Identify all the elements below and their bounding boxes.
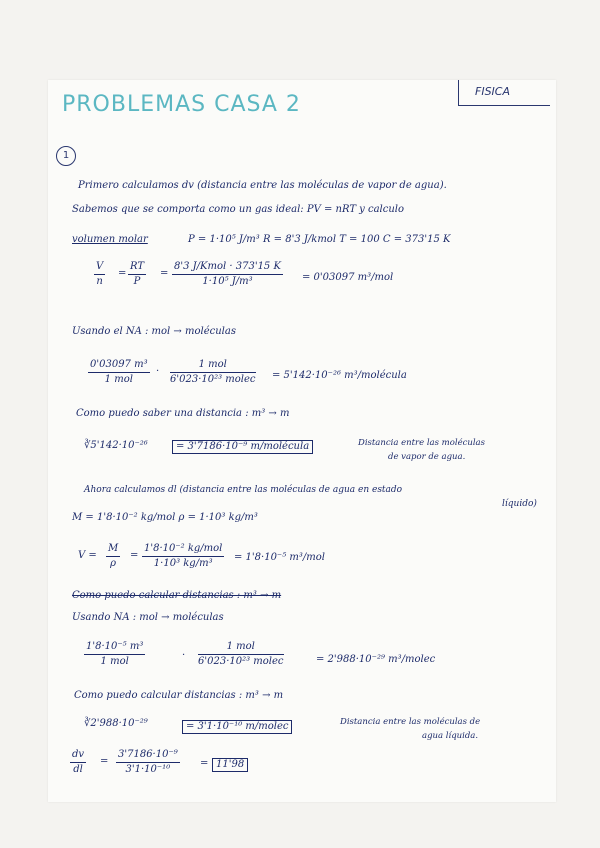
eq3-note-2: de vapor de agua. xyxy=(388,452,466,462)
eq1-lhs-num: V xyxy=(94,260,105,275)
eq7-lhs xyxy=(70,748,86,776)
eq4-lhs: V = xyxy=(78,550,97,561)
eq1-mid xyxy=(128,260,146,288)
struck-line: Como puedo calcular distancias : m³ → m xyxy=(72,590,282,601)
eq1-rhs-den: 1·10⁵ J/m³ xyxy=(202,276,253,287)
eq4-result: = 1'8·10⁻⁵ m³/mol xyxy=(234,552,325,563)
eq6-root: ∛2'988·10⁻²⁹ xyxy=(84,718,148,729)
eq1-rhs-num: 8'3 J/Kmol · 373'15 K xyxy=(172,260,283,275)
molar-volume-label: volumen molar xyxy=(72,234,148,245)
text-line-1: Primero calculamos dv (distancia entre las moléculas de vapor de agua). xyxy=(78,180,447,191)
eq2-a-num: 0'03097 m³ xyxy=(88,358,150,373)
eq1-result: = 0'03097 m³/mol xyxy=(302,272,394,283)
eq5-a xyxy=(84,640,145,668)
eq4-b-num: 1'8·10⁻² kg/mol xyxy=(142,542,224,557)
problem-number: 1 xyxy=(56,146,76,166)
eq1-lhs-den: n xyxy=(96,276,103,287)
final-result: 11'98 xyxy=(212,758,248,772)
text-line-liquid: Ahora calculamos dl (distancia entre las moléculas de agua en estado xyxy=(84,485,403,495)
subject-tag: FISICA xyxy=(458,80,550,106)
text-line-2: Sabemos que se comporta como un gas ideal: PV = nRT y calculo xyxy=(72,204,405,215)
given-liquid-values: M = 1'8·10⁻² kg/mol ρ = 1·10³ kg/m³ xyxy=(72,512,258,523)
eq1-rhs xyxy=(172,260,283,288)
eq4-a-num: M xyxy=(106,542,120,557)
eq5-a-den: 1 mol xyxy=(100,656,129,667)
eq2-b-num: 1 mol xyxy=(170,358,256,373)
given-values: P = 1·10⁵ J/m³ R = 8'3 J/kmol T = 100 C = 373'15 K xyxy=(188,234,451,245)
eq7-num: 3'7186·10⁻⁹ xyxy=(116,748,180,763)
eq5-b-den: 6'023·10²³ molec xyxy=(198,656,284,667)
eq4-a-den: ρ xyxy=(110,558,117,569)
eq5-a-num: 1'8·10⁻⁵ m³ xyxy=(84,640,145,655)
eq5-b xyxy=(198,640,284,668)
eq5-b-num: 1 mol xyxy=(198,640,284,655)
text-line-distance-2: Como puedo calcular distancias : m³ → m xyxy=(74,690,284,701)
eq1-eq-sign-1: = xyxy=(118,268,127,279)
eq7-lhs-num: dv xyxy=(70,748,86,763)
eq2-b xyxy=(170,358,256,386)
eq6-note-1: Distancia entre las moléculas de xyxy=(340,717,481,727)
eq7-ratio xyxy=(116,748,180,776)
eq2-b-den: 6'023·10²³ molec xyxy=(170,374,256,385)
eq1-mid-num: RT xyxy=(128,260,146,275)
text-line-avogadro-2: Usando NA : mol → moléculas xyxy=(72,612,224,623)
eq5-dot: · xyxy=(182,650,186,661)
paper-sheet xyxy=(48,80,556,802)
eq1-mid-den: P xyxy=(133,276,141,287)
eq4-a xyxy=(106,542,120,570)
eq3-result: = 3'7186·10⁻⁹ m/molécula xyxy=(172,440,313,454)
text-line-avogadro-1: Usando el NA : mol → moléculas xyxy=(72,326,236,337)
eq1-eq-sign-2: = xyxy=(160,268,169,279)
eq2-dot: · xyxy=(156,366,160,377)
eq5-result: = 2'988·10⁻²⁹ m³/molec xyxy=(316,654,436,665)
eq4-b-den: 1·10³ kg/m³ xyxy=(153,558,213,569)
eq2-a-den: 1 mol xyxy=(104,374,133,385)
eq7-eq-sign-1: = xyxy=(100,756,109,767)
text-line-liquid-b: líquido) xyxy=(502,499,537,509)
eq3-note-1: Distancia entre las moléculas xyxy=(358,438,485,448)
eq2-a xyxy=(88,358,150,386)
eq6-note-2: agua líquida. xyxy=(422,731,479,741)
eq7-den: 3'1·10⁻¹⁰ xyxy=(125,764,171,775)
eq2-result: = 5'142·10⁻²⁶ m³/molécula xyxy=(272,370,407,381)
page-title: PROBLEMAS CASA 2 xyxy=(62,92,301,117)
eq6-result: = 3'1·10⁻¹⁰ m/molec xyxy=(182,720,292,734)
eq7-eq-sign-2: = xyxy=(200,758,209,769)
eq7-lhs-den: dl xyxy=(73,764,83,775)
eq4-b xyxy=(142,542,224,570)
eq3-root: ∛5'142·10⁻²⁶ xyxy=(84,440,148,451)
eq1-lhs xyxy=(94,260,105,288)
text-line-distance-1: Como puedo saber una distancia : m³ → m xyxy=(76,408,290,419)
eq4-eq-sign: = xyxy=(130,550,139,561)
